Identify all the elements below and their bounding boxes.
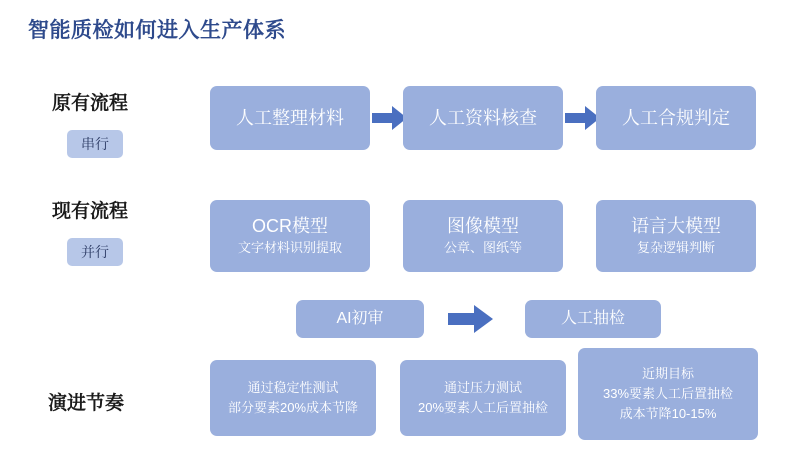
model-box-llm[interactable] [596, 200, 756, 272]
row-label-current-process: 现有流程 [52, 201, 129, 222]
milestone-line: 通过压力测试 [443, 379, 522, 395]
milestone-box-stress[interactable] [400, 360, 566, 436]
review-box-ai-initial[interactable] [296, 300, 424, 338]
model-box-image[interactable] [403, 200, 563, 272]
box-label: 人工抽检 [560, 310, 625, 327]
box-label: 图像模型 [447, 216, 519, 237]
milestone-line: 33%要素人工后置抽检 [602, 385, 734, 401]
process-box-manual-material[interactable] [210, 86, 370, 150]
milestone-line: 20%要素人工后置抽检 [417, 400, 549, 415]
page-title: 智能质检如何进入生产体系 [28, 19, 286, 42]
milestone-box-stability[interactable] [210, 360, 376, 436]
box-label: 语言大模型 [631, 216, 721, 237]
box-label: 人工资料核查 [429, 107, 537, 128]
process-box-manual-review[interactable] [403, 86, 563, 150]
box-sublabel: 文字材料识别提取 [237, 239, 342, 255]
right-arrow-icon [448, 303, 494, 335]
milestone-line: 部分要素20%成本节降 [227, 400, 359, 415]
milestone-line: 近期目标 [641, 365, 694, 381]
box-label: 人工合规判定 [622, 107, 730, 128]
milestone-line: 成本节降10-15% [619, 406, 717, 422]
model-box-ocr[interactable] [210, 200, 370, 272]
milestone-line: 通过稳定性测试 [247, 379, 339, 395]
milestone-box-near-term-goal[interactable] [578, 348, 758, 440]
row-chip-parallel: 并行 [67, 238, 123, 266]
box-label: AI初审 [336, 310, 384, 327]
box-sublabel: 公章、图纸等 [443, 239, 522, 255]
row-chip-serial: 串行 [67, 130, 123, 158]
box-label: 人工整理材料 [236, 107, 344, 128]
review-box-manual-sampling[interactable] [525, 300, 661, 338]
row-label-evolution-rhythm: 演进节奏 [48, 393, 125, 414]
process-box-manual-compliance[interactable] [596, 86, 756, 150]
box-label: OCR模型 [252, 216, 328, 237]
box-sublabel: 复杂逻辑判断 [636, 239, 715, 255]
row-label-original-process: 原有流程 [52, 93, 129, 114]
